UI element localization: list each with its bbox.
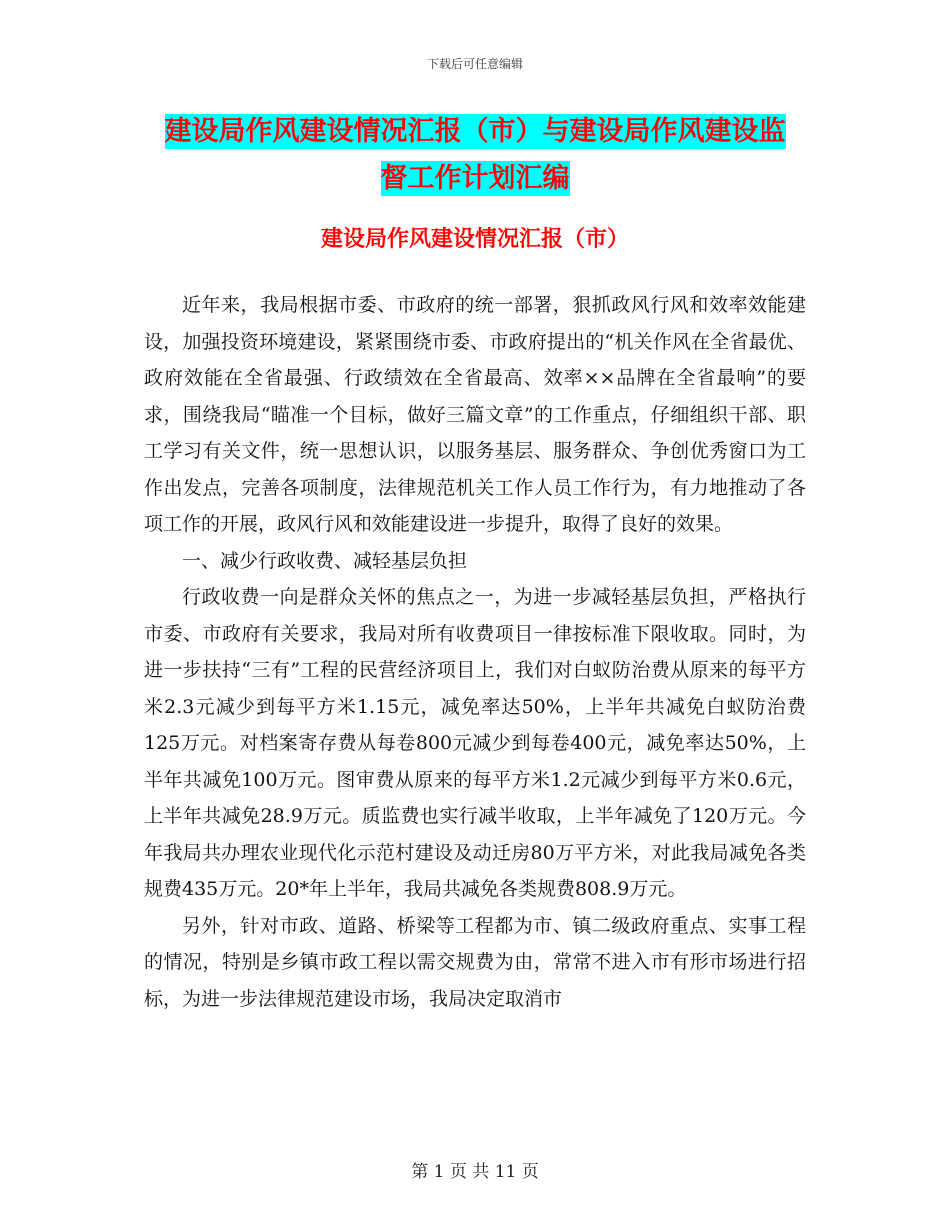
paragraph-additional: 另外，针对市政、道路、桥梁等工程都为市、镇二级政府重点、实事工程的情况，特别是乡镇市政工程以需交规费为由，常常不进入市有形市场进行招标，为进一步法律规范建设市场，我局决定取消市 bbox=[144, 914, 806, 1010]
paragraph-heading-1: 一、减少行政收费、减轻基层负担 bbox=[182, 549, 468, 572]
document-title bbox=[0, 108, 950, 202]
section-title: 建设局作风建设情况汇报（市） bbox=[320, 227, 629, 252]
document-title-line-1: 建设局作风建设情况汇报（市）与建设局作风建设监 bbox=[164, 116, 786, 147]
paragraph-fees: 行政收费一向是群众关怀的焦点之一，为进一步减轻基层负担，严格执行市委、市政府有关要求，我局对所有收费项目一律按标准下限收取。同时，为进一步扶持“三有”工程的民营经济项目上，我们对白蚁防治费从原来的每平方米2.3元减少到每平方米1.15元，减免率达50%，上半年共减免白蚁防治费125万元。对档案寄存费从每卷800元减少到每卷400元，减免率达50%，上半年共减免100万元。图审费从原来的每平方米1.2元减少到每平方米0.6元，上半年共减免28.9万元。质监费也实行减半收取，上半年减免了120万元。今年我局共办理农业现代化示范村建设及动迁房80万平方米，对此我局减免各类规费435万元。20*年上半年，我局共减免各类规费808.9万元。 bbox=[144, 586, 806, 900]
header-note: 下载后可任意编辑 bbox=[426, 57, 523, 71]
page-footer: 第 1 页 共 11 页 bbox=[411, 1162, 539, 1182]
body-text bbox=[144, 287, 806, 1017]
paragraph-intro: 近年来，我局根据市委、市政府的统一部署，狠抓政风行风和效率效能建设，加强投资环境建设，紧紧围绕市委、市政府提出的“机关作风在全省最优、政府效能在全省最强、行政绩效在全省最高、效率××品牌在全省最响”的要求，围绕我局“瞄准一个目标，做好三篇文章”的工作重点，仔细组织干部、职工学习有关文件，统一思想认识，以服务基层、服务群众、争创优秀窗口为工作出发点，完善各项制度，法律规范机关工作人员工作行为，有力地推动了各项工作的开展，政风行风和效能建设进一步提升，取得了良好的效果。 bbox=[144, 294, 806, 535]
document-title-line-2: 督工作计划汇编 bbox=[380, 163, 570, 194]
